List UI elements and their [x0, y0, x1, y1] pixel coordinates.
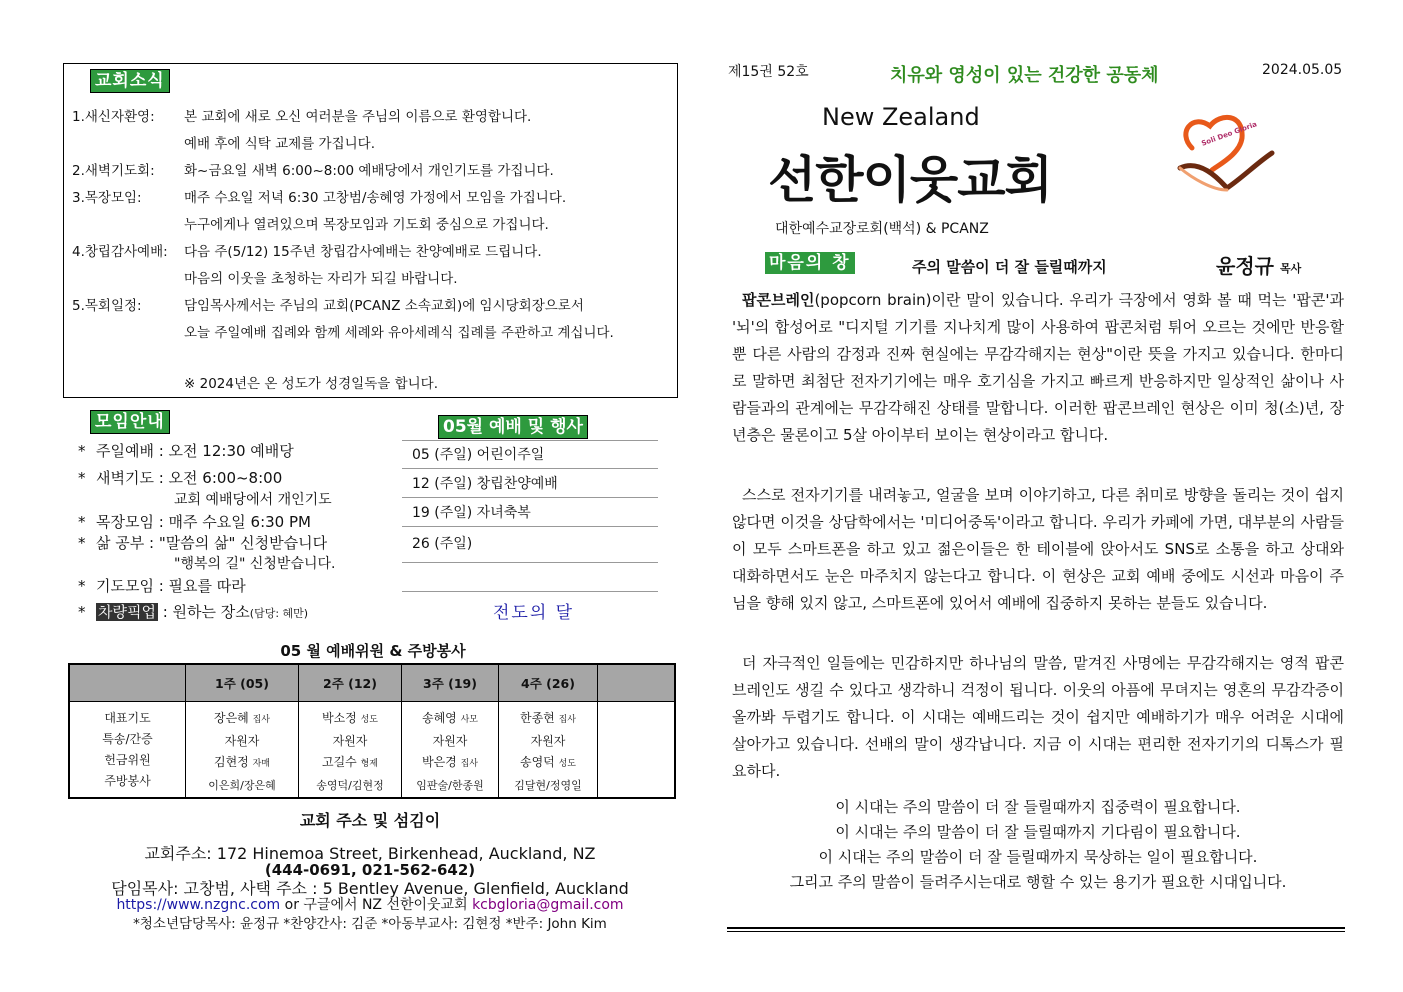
- duty-person: 송영덕/김현정: [316, 779, 384, 792]
- duty-person: 자원자: [224, 734, 260, 748]
- duty-role: 특송/간증: [102, 732, 153, 746]
- duty-person: 박소정: [322, 711, 357, 725]
- paragraph-keyword: 팝콘브레인: [742, 291, 815, 309]
- closing-line: 이 시대는 주의 말씀이 더 잘 들릴때까지 묵상하는 일이 필요합니다.: [818, 848, 1258, 866]
- meeting-item: 새벽기도 : 오전 6:00~8:00: [96, 469, 283, 487]
- duty-week-cell: [186, 702, 299, 799]
- duty-person: 고길수: [322, 755, 357, 769]
- duty-title-suffix: 집사: [558, 715, 576, 725]
- duty-person: 송혜영: [422, 711, 457, 725]
- closing-line: 이 시대는 주의 말씀이 더 잘 들릴때까지 집중력이 필요합니다.: [835, 798, 1241, 816]
- meeting-bullet: *: [78, 577, 86, 595]
- closing-line: 그리고 주의 말씀이 들려주시는대로 행할 수 있는 용기가 필요한 시대입니다.: [789, 873, 1287, 891]
- duty-title: 05 월 예배위원 & 주방봉사: [280, 642, 466, 660]
- duty-person: 자원자: [530, 734, 566, 748]
- duty-header-cell: [69, 664, 186, 702]
- news-item-text: 화~금요일 새벽 6:00~8:00 예배당에서 개인기도를 가집니다.: [184, 163, 554, 179]
- logo-text: Soli Deo Gloria: [1200, 120, 1259, 148]
- duty-person: 한종현: [520, 711, 555, 725]
- news-item-text: 담임목사께서는 주님의 교회(PCANZ 소속교회)에 임시당회장으로서: [184, 298, 584, 314]
- duty-person: 자원자: [432, 734, 468, 748]
- denomination: 대한예수교장로회(백석) & PCANZ: [775, 221, 989, 237]
- duty-empty-cell: [598, 702, 676, 799]
- news-item-text: 예배 후에 식탁 교제를 가집니다.: [184, 136, 375, 152]
- duty-person: 이은희/장은혜: [208, 779, 276, 792]
- event-row: 19 (주일) 자녀축복: [402, 499, 658, 527]
- duty-header-row: [69, 664, 675, 702]
- column-author: 윤정규: [1216, 254, 1274, 278]
- meeting-item-sub: 교회 예배당에서 개인기도: [174, 492, 332, 508]
- pickup-text: : 원하는 장소: [157, 603, 250, 621]
- column-paragraph: [732, 482, 1344, 617]
- duty-header-cell: 4주 (26): [499, 664, 598, 702]
- meeting-item: 주일예배 : 오전 12:30 예배당: [96, 442, 294, 460]
- pickup-note: (담당: 혜만): [249, 607, 309, 620]
- motto: 치유와 영성이 있는 건강한 공동체: [890, 65, 1159, 86]
- duty-title-suffix: 형제: [360, 759, 378, 769]
- duty-title-suffix: 집사: [252, 715, 270, 725]
- duty-title-suffix: 자매: [252, 759, 270, 769]
- meeting-item-pickup: [96, 602, 308, 624]
- meetings-title: 모임안내: [90, 410, 170, 434]
- church-phone: (444-0691, 021-562-642): [264, 861, 476, 879]
- duty-role: 주방봉사: [104, 774, 151, 788]
- footer-divider-bottom: [727, 931, 1345, 932]
- website-link[interactable]: https://www.nzgnc.com: [116, 897, 281, 913]
- paragraph-text: (popcorn brain)이란 말이 있습니다. 우리가 극장에서 영화 볼 때 먹는 '팝콘'과 '뇌'의 합성어로 "디지털 기기를 지나치게 많이 사용하여 팝콘처럼 튀어 오르는 것에만 반응할 뿐 다른 사람의 감정과 진짜 현실에는 무감각해지는 현상"이란 뜻을 가지고 있습니다. 한마디로 말하면 최첨단 전자기기에는 매우 호기심을 가지고 빠르게 반응하지만 일상적인 삶이나 사람들과의 관계에는 무감각해진 상태를 말합니다. 이러한 팝콘브레인 현상은 이미 청(소)년, 장년층은 물론이고 5살 아이부터 보이는 현상이라고 합니다.: [732, 291, 1344, 444]
- duty-person: 김달현/정영일: [514, 779, 582, 792]
- column-tag: 마음의 창: [765, 252, 855, 274]
- meeting-bullet: *: [78, 534, 86, 552]
- paragraph-text: 스스로 전자기기를 내려놓고, 얼굴을 보며 이야기하고, 다른 취미로 방향을 돌리는 것이 쉽지 않다면 이것을 상담학에서는 '미디어중독'이라고 합니다. 우리가 카페에 가면, 대부분의 사람들이 모두 스마트폰을 하고 있고 젊은이들은 한 테이블에 앉아서도 SNS로 소통을 하고 상대와 대화하면서도 눈은 마주치지 않는다고 합니다. 이 현상은 교회 예배 중에도 시선과 마음이 주님을 향해 있지 않고, 스마트폰에 있어서 예배에 집중하지 못하는 분들도 있습니다.: [732, 486, 1344, 612]
- address-title: 교회 주소 및 섬김이: [299, 811, 441, 830]
- church-news-title: 교회소식: [90, 69, 170, 93]
- duty-title-suffix: 성도: [360, 715, 378, 725]
- church-logo: [1172, 108, 1282, 198]
- country-name: New Zealand: [822, 103, 980, 131]
- footer-divider-top: [727, 927, 1345, 929]
- news-item-text: 마음의 이웃을 초청하는 자리가 되길 바랍니다.: [184, 271, 458, 287]
- church-name: 선한이웃교회: [768, 151, 1052, 209]
- meeting-bullet: *: [78, 442, 86, 460]
- news-item-label: 5.목회일정:: [72, 298, 142, 314]
- news-item-label: 2.새벽기도회:: [72, 163, 155, 179]
- church-address: 교회주소: 172 Hinemoa Street, Birkenhead, Auckland, NZ: [144, 844, 596, 863]
- meetings-list: [78, 441, 398, 631]
- email-link[interactable]: kcbgloria@gmail.com: [472, 897, 624, 913]
- meeting-item: 삶 공부 : "말씀의 삶" 신청받습니다: [96, 534, 328, 552]
- duty-week-cell: [402, 702, 499, 799]
- column-paragraph: [732, 650, 1344, 785]
- duty-title-suffix: 집사: [460, 759, 478, 769]
- duty-person: 임판술/한종원: [416, 779, 484, 792]
- duty-role: 헌금위원: [104, 753, 151, 767]
- duty-roles-cell: [69, 702, 186, 799]
- news-item-label: 1.새신자환영:: [72, 109, 155, 125]
- duty-person: 자원자: [332, 734, 368, 748]
- duty-header-cell: 3주 (19): [402, 664, 499, 702]
- duty-body-row: [69, 702, 675, 799]
- duty-week-cell: [499, 702, 598, 799]
- event-row: 26 (주일): [402, 528, 658, 563]
- web-line: [70, 894, 670, 914]
- column-title: 주의 말씀이 더 잘 들릴때까지: [912, 258, 1107, 276]
- church-news-box: [63, 63, 678, 398]
- month-theme: 전도의 달: [493, 603, 575, 623]
- meeting-bullet: *: [78, 513, 86, 531]
- meeting-bullet: *: [78, 469, 86, 487]
- duty-header-cell: 1주 (05): [186, 664, 299, 702]
- events-title: 05월 예배 및 행사: [438, 415, 588, 439]
- news-item-label: 4.창립감사예배:: [72, 244, 168, 260]
- pickup-label: 차량픽업: [98, 603, 156, 621]
- news-item-text: 오늘 주일예배 집례와 함께 세례와 유아세례식 집례를 주관하고 계십니다.: [184, 325, 614, 341]
- news-item-text: 누구에게나 열려있으며 목장모임과 기도회 중심으로 가집니다.: [184, 217, 549, 233]
- duty-role: 대표기도: [104, 711, 151, 725]
- duty-person: 장은혜: [214, 711, 249, 725]
- event-row: 12 (주일) 창립찬양예배: [402, 470, 658, 498]
- issue-date: 2024.05.05: [1262, 62, 1343, 78]
- pastor-address: 담임목사: 고창범, 사택 주소 : 5 Bentley Avenue, Glenfield, Auckland: [111, 879, 629, 898]
- duty-person: 박은경: [422, 755, 457, 769]
- meeting-item: 목장모임 : 매주 수요일 6:30 PM: [96, 513, 311, 531]
- duty-person: 송영덕: [520, 755, 555, 769]
- issue-number: 제15권 52호: [728, 64, 809, 80]
- news-item-text: 다음 주(5/12) 15주년 창립감사예배는 찬양예배로 드립니다.: [184, 244, 542, 260]
- meeting-bullet: *: [78, 603, 86, 621]
- heart-logo-icon: [1172, 108, 1282, 198]
- events-header: [402, 412, 658, 441]
- column-paragraph: [732, 287, 1344, 449]
- duty-person: 김현정: [214, 755, 249, 769]
- news-note: ※ 2024년은 온 성도가 성경일독을 합니다.: [184, 376, 438, 392]
- duty-header-cell: 2주 (12): [299, 664, 402, 702]
- duty-table: [68, 663, 676, 799]
- staff-line: *청소년담당목사: 윤정규 *찬양간사: 김준 *아동부교사: 김현정 *반주: John Kim: [133, 916, 607, 932]
- meeting-item: 기도모임 : 필요를 따라: [96, 577, 246, 595]
- event-row: 05 (주일) 어린이주일: [402, 441, 658, 469]
- meeting-item-sub: "행복의 길" 신청받습니다.: [174, 556, 336, 572]
- news-item-text: 본 교회에 새로 오신 여러분을 주님의 이름으로 환영합니다.: [184, 109, 532, 125]
- column-author-title: 목사: [1280, 262, 1302, 275]
- web-line-mid: or 구글에서 NZ 선한이웃교회: [280, 897, 473, 913]
- paragraph-text: 더 자극적인 일들에는 민감하지만 하나님의 말씀, 맡겨진 사명에는 무감각해지는 영적 팝콘브레인도 생길 수 있다고 생각하니 걱정이 됩니다. 이웃의 아픔에 무뎌지는 영혼의 무감각증이 올까봐 두렵기도 합니다. 이 시대는 예배드리는 것이 쉽지만 예배하기가 매우 어려운 시대에 살아가고 있습니다. 선배의 말이 생각납니다. 지금 이 시대는 편리한 전자기기의 디톡스가 필요하다.: [732, 654, 1344, 780]
- duty-header-cell: [598, 664, 676, 702]
- duty-week-cell: [299, 702, 402, 799]
- closing-line: 이 시대는 주의 말씀이 더 잘 들릴때까지 기다림이 필요합니다.: [835, 823, 1241, 841]
- event-row: [402, 564, 658, 592]
- duty-title-suffix: 성도: [558, 759, 576, 769]
- news-item-label: 3.목장모임:: [72, 190, 142, 206]
- news-item-text: 매주 수요일 저녁 6:30 고창범/송혜영 가정에서 모임을 가집니다.: [184, 190, 567, 206]
- duty-title-suffix: 사모: [460, 715, 478, 725]
